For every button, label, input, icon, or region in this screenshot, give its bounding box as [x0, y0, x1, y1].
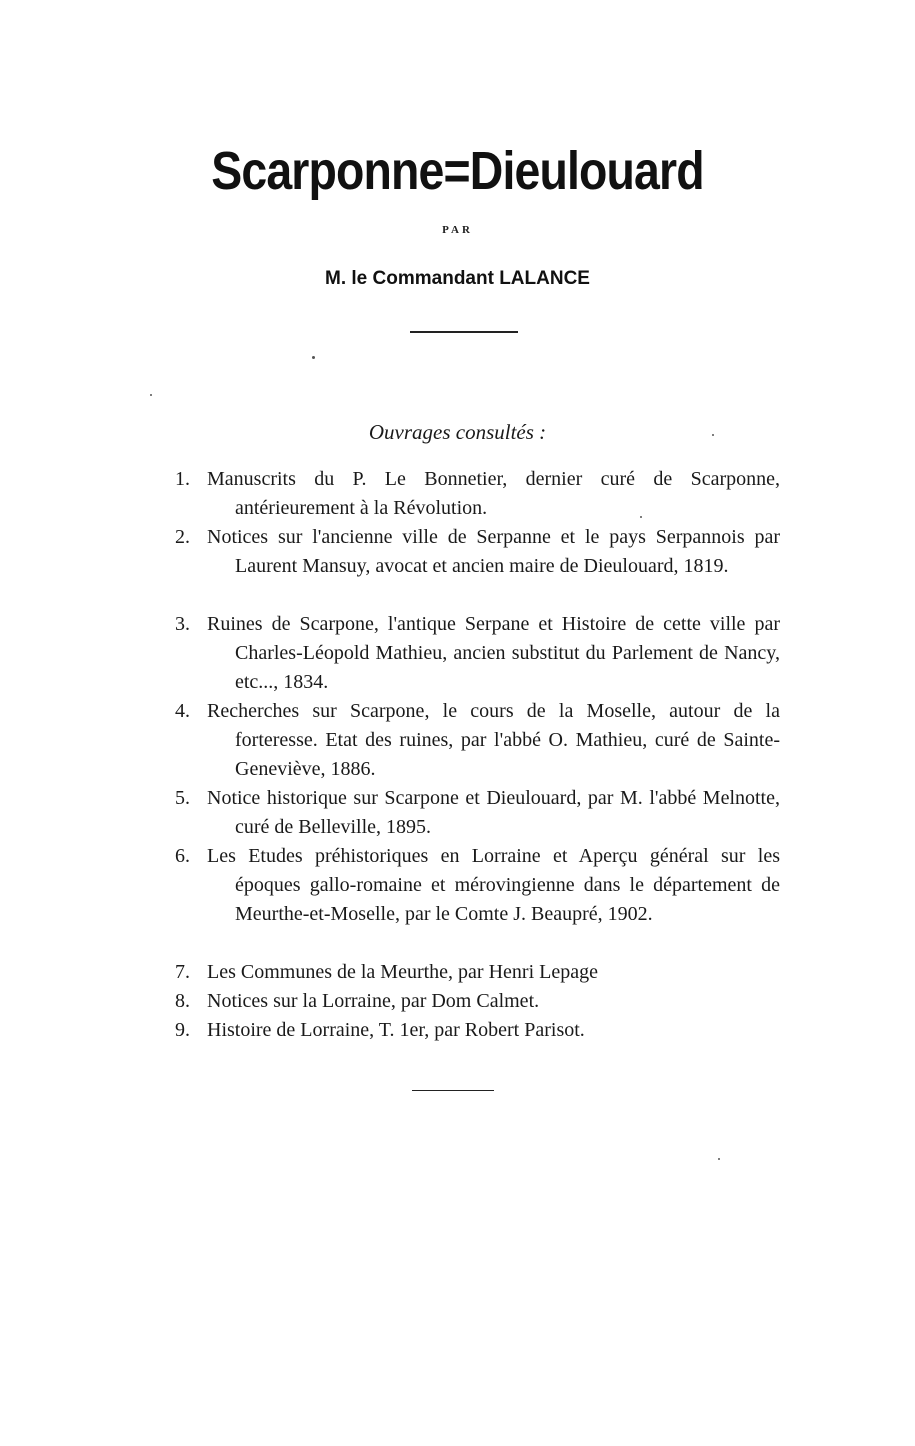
reference-text: Notices sur l'ancienne ville de Serpanne et le pays Serpannois par Laurent Mansuy, avocat et ancien maire de Dieulouard, 1819. — [207, 526, 780, 577]
reference-text: Histoire de Lorraine, T. 1er, par Robert Parisot. — [207, 1019, 585, 1041]
reference-text: Les Etudes préhistoriques en Lorraine et Aperçu général sur les époques gallo-romaine et mérovingienne dans le département de Meurthe-et-Moselle, par le Comte J. Beaupré, 1902. — [207, 845, 780, 925]
reference-text: Notices sur la Lorraine, par Dom Calmet. — [207, 990, 540, 1012]
top-divider — [410, 331, 518, 333]
reference-text: Ruines de Scarpone, l'antique Serpane et Histoire de cette ville par Charles-Léopold Mathieu, ancien substitut du Parlement de Nancy, etc..., 1834. — [207, 613, 780, 693]
reference-item — [140, 465, 780, 523]
reference-number: 2. — [175, 526, 190, 548]
reference-number: 6. — [175, 845, 190, 867]
reference-item — [140, 1016, 780, 1045]
bottom-divider — [412, 1090, 494, 1091]
reference-number: 9. — [175, 1019, 190, 1041]
reference-item — [140, 958, 780, 987]
scan-speck — [712, 434, 714, 436]
reference-item — [140, 523, 780, 610]
reference-item — [140, 987, 780, 1016]
scan-speck — [312, 356, 315, 359]
page-title: Scarponne=Dieulouard — [211, 141, 704, 201]
reference-text: Recherches sur Scarpone, le cours de la Moselle, autour de la forteresse. Etat des ruines, par l'abbé O. Mathieu, curé de Sainte-Geneviève, 1886. — [207, 700, 780, 780]
reference-number: 4. — [175, 700, 190, 722]
reference-number: 1. — [175, 468, 190, 490]
section-subtitle: Ouvrages consultés : — [368, 420, 547, 444]
reference-number: 7. — [175, 961, 190, 983]
reference-item — [140, 784, 780, 842]
reference-list — [140, 465, 780, 1045]
reference-number: 5. — [175, 787, 190, 809]
scan-speck — [150, 394, 152, 396]
reference-number: 8. — [175, 990, 190, 1012]
reference-number: 3. — [175, 613, 190, 635]
reference-item — [140, 697, 780, 784]
author-line: M. le Commandant LALANCE — [325, 268, 590, 289]
reference-text: Manuscrits du P. Le Bonnetier, dernier curé de Scarponne, antérieurement à la Révolution. — [207, 468, 780, 519]
reference-item — [140, 610, 780, 697]
reference-text: Notice historique sur Scarpone et Dieulouard, par M. l'abbé Melnotte, curé de Belleville, 1895. — [207, 787, 780, 838]
byline-par: PAR — [442, 224, 473, 236]
scan-speck — [640, 516, 642, 518]
reference-text: Les Communes de la Meurthe, par Henri Lepage — [207, 961, 598, 983]
reference-item — [140, 842, 780, 958]
scan-speck — [718, 1158, 720, 1160]
